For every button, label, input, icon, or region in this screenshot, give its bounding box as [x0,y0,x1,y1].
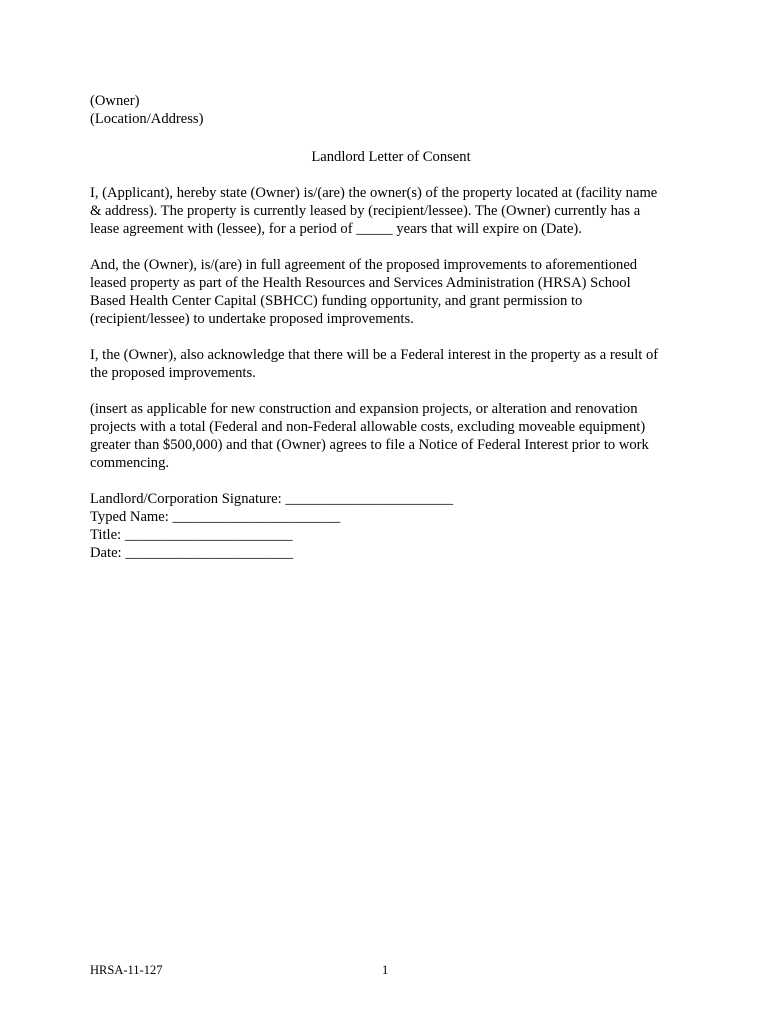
paragraph-line: (insert as applicable for new construction and expansion projects, or alteration and renovation [90,401,638,417]
location-placeholder: (Location/Address) [90,111,204,127]
title-field[interactable]: Title: _______________________ [90,527,293,543]
paragraph-line: lease agreement with (lessee), for a period of _____ years that will expire on (Date). [90,221,582,237]
paragraph-line: commencing. [90,455,170,471]
signature-block [90,490,690,562]
paragraph-line: the proposed improvements. [90,365,256,381]
letter-body [90,92,690,562]
letter-title: Landlord Letter of Consent [311,149,471,165]
address-block [90,92,690,128]
paragraph-line: I, (Applicant), hereby state (Owner) is/(are) the owner(s) of the property located at (facility name [90,185,658,201]
paragraph-line: And, the (Owner), is/(are) in full agreement of the proposed improvements to aforementioned [90,257,638,273]
paragraph-line: & address). The property is currently leased by (recipient/lessee). The (Owner) currently has a [90,203,641,219]
signature-field[interactable]: Landlord/Corporation Signature: _______________________ [90,491,454,507]
paragraph-line: (recipient/lessee) to undertake proposed improvements. [90,311,414,327]
paragraph-ownership [90,184,690,238]
paragraph-line: greater than $500,000) and that (Owner) agrees to file a Notice of Federal Interest prior to work [90,437,649,453]
paragraph-line: I, the (Owner), also acknowledge that there will be a Federal interest in the property as a result of [90,347,659,363]
paragraph-federal-interest [90,346,690,382]
page-number: 1 [382,963,389,977]
paragraph-agreement [90,256,690,328]
paragraph-line: leased property as part of the Health Resources and Services Administration (HRSA) School [90,275,631,291]
date-field[interactable]: Date: _______________________ [90,545,294,561]
paragraph-line: Based Health Center Capital (SBHCC) funding opportunity, and grant permission to [90,293,583,309]
form-code: HRSA-11-127 [90,963,163,977]
typed-name-field[interactable]: Typed Name: _______________________ [90,509,341,525]
owner-placeholder: (Owner) [90,93,140,109]
paragraph-line: projects with a total (Federal and non-Federal allowable costs, excluding moveable equipment) [90,419,646,435]
paragraph-notice [90,400,690,472]
